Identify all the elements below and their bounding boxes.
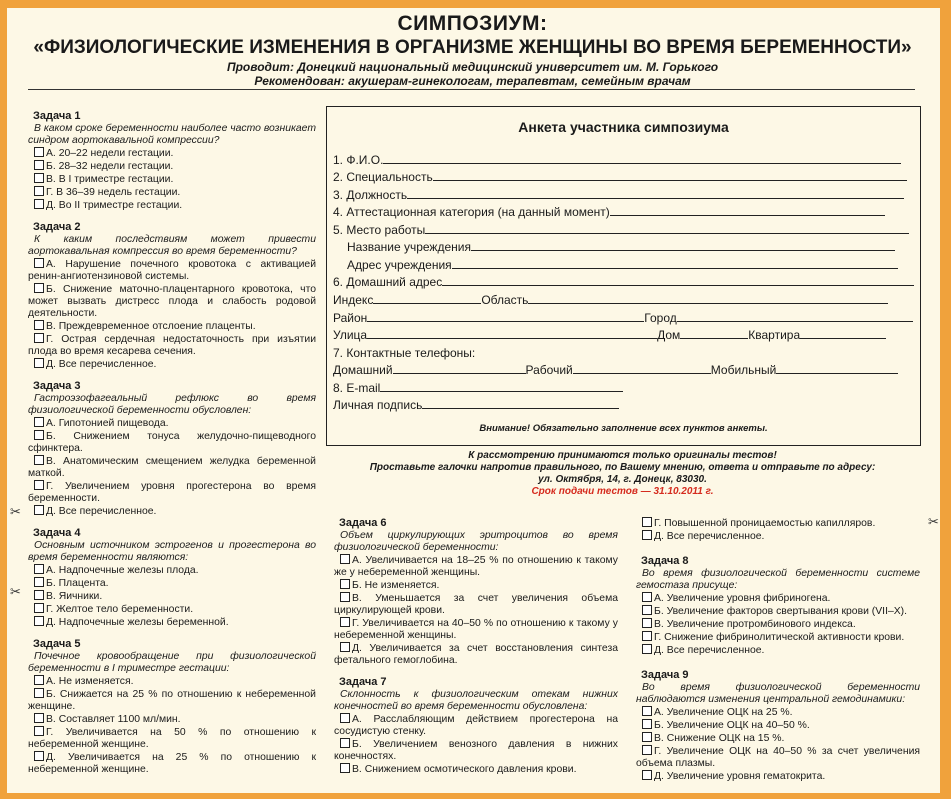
answer-checkbox[interactable] — [34, 726, 44, 736]
page-title: СИМПОЗИУМ: — [397, 12, 548, 35]
answer-checkbox[interactable] — [642, 745, 652, 755]
answer-option: Д. Увеличивается за счет восстановления синтеза фетального гемоглобина. — [334, 643, 618, 666]
answer-checkbox[interactable] — [642, 732, 652, 742]
answer-option: Б. Снижением тонуса желудочно-пищеводного сфинктера. — [28, 431, 316, 454]
answer-checkbox[interactable] — [34, 688, 44, 698]
answer-option: А. Гипотонией пищевода. — [28, 417, 316, 430]
answer-checkbox[interactable] — [34, 713, 44, 723]
task-4 — [28, 527, 316, 629]
recommended-line: Рекомендован: акушерам-гинекологам, терапевтам, семейным врачам — [254, 74, 691, 88]
answer-checkbox[interactable] — [34, 147, 44, 157]
task-title: Задача 3 — [33, 380, 81, 392]
field-street-house-apt[interactable]: Улица Дом Квартира — [333, 328, 886, 342]
answer-option: Б. Снижается на 25 % по отношению к небеременной женщине. — [28, 689, 316, 712]
answer-option: А. Надпочечные железы плода. — [28, 564, 316, 577]
task-question: Во время физиологической беременности наблюдаются изменения центральной гемодинамики: — [636, 682, 920, 705]
answer-option: А. 20–22 недели гестации. — [28, 147, 316, 160]
answer-option: Г. Желтое тело беременности. — [28, 603, 316, 616]
task-title: Задача 2 — [33, 221, 81, 233]
answer-option: В. Уменьшается за счет увеличения объема циркулирующей крови. — [334, 593, 618, 616]
answer-checkbox[interactable] — [34, 577, 44, 587]
task-9 — [636, 669, 920, 783]
deadline-text: Срок подачи тестов — 31.10.2011 г. — [531, 486, 714, 497]
answer-option: А. Увеличение ОЦК на 25 %. — [636, 706, 920, 719]
answer-option: Д. Надпочечные железы беременной. — [28, 616, 316, 629]
answer-checkbox[interactable] — [340, 713, 350, 723]
answer-checkbox[interactable] — [34, 283, 44, 293]
notice-line: К рассмотрению принимаются только оригиналы тестов! — [468, 450, 777, 461]
notice-address: ул. Октября, 14, г. Донецк, 83030. — [538, 474, 707, 485]
answer-checkbox[interactable] — [340, 554, 350, 564]
answer-checkbox[interactable] — [34, 186, 44, 196]
frame-top — [0, 0, 951, 8]
divider — [28, 89, 915, 90]
answer-checkbox[interactable] — [34, 564, 44, 574]
answer-option: В. Составляет 1100 мл/мин. — [28, 713, 316, 726]
answer-checkbox[interactable] — [340, 579, 350, 589]
answer-option: В. Преждевременное отслоение плаценты. — [28, 320, 316, 333]
answer-option: Д. Все перечисленное. — [636, 530, 920, 543]
field-email[interactable]: 8. E-mail — [333, 381, 623, 395]
answer-option: В. В I триместре гестации. — [28, 173, 316, 186]
task-title: Задача 5 — [33, 638, 81, 650]
answer-option: Д. Во II триместре гестации. — [28, 199, 316, 212]
task-title: Задача 6 — [339, 517, 387, 529]
answer-checkbox[interactable] — [642, 770, 652, 780]
field-home-address[interactable]: 6. Домашний адрес — [333, 275, 914, 289]
task-title: Задача 8 — [641, 555, 689, 567]
answer-checkbox[interactable] — [34, 616, 44, 626]
task-5 — [28, 638, 316, 776]
answer-checkbox[interactable] — [642, 618, 652, 628]
answer-option: Д. Увеличение уровня гематокрита. — [636, 770, 920, 783]
answer-checkbox[interactable] — [34, 675, 44, 685]
answer-checkbox[interactable] — [340, 738, 350, 748]
scissors-icon: ✂ — [10, 504, 21, 519]
form-note: Внимание! Обязательно заполнение всех пунктов анкеты. — [479, 423, 768, 434]
answer-checkbox[interactable] — [34, 505, 44, 515]
answer-checkbox[interactable] — [34, 173, 44, 183]
task-2 — [28, 221, 316, 371]
answer-checkbox[interactable] — [34, 603, 44, 613]
answer-option: В. Яичники. — [28, 590, 316, 603]
task-question: Почечное кровообращение при физиологической беременности в I триместре гестации: — [28, 651, 316, 674]
answer-checkbox[interactable] — [34, 430, 44, 440]
answer-checkbox[interactable] — [34, 320, 44, 330]
answer-option: Г. Увеличением уровня прогестерона во время беременности. — [28, 481, 316, 504]
submission-notice — [326, 450, 919, 498]
scissors-icon: ✂ — [928, 514, 939, 529]
answer-option: В. Анатомическим смещением желудка беременной маткой. — [28, 456, 316, 479]
task-question: В каком сроке беременности наиболее часто возникает синдром аортокавальной компрессии? — [28, 123, 316, 146]
field-position[interactable]: 3. Должность — [333, 188, 904, 202]
answer-option: В. Увеличение протромбинового индекса. — [636, 618, 920, 631]
answer-option: А. Расслабляющим действием прогестерона на сосудистую стенку. — [334, 714, 618, 737]
answer-checkbox[interactable] — [340, 763, 350, 773]
task-title: Задача 9 — [641, 669, 689, 681]
participant-form — [326, 106, 921, 446]
answer-option: Г. Острая сердечная недостаточность при изъятии плода во время кесарева сечения. — [28, 334, 316, 357]
field-workplace[interactable]: 5. Место работы — [333, 223, 909, 237]
task-title: Задача 4 — [33, 527, 81, 539]
task-question: Основным источником эстрогенов и прогестерона во время беременности являются: — [28, 540, 316, 563]
answer-checkbox[interactable] — [642, 631, 652, 641]
answer-option: Г. В 36–39 недель гестации. — [28, 186, 316, 199]
field-phones[interactable]: Домашний Рабочий Мобильный — [333, 363, 898, 377]
answer-checkbox[interactable] — [340, 592, 350, 602]
answer-checkbox[interactable] — [642, 530, 652, 540]
task-question: Во время физиологической беременности системе гемостаза присуще: — [636, 568, 920, 591]
answer-option: Б. Плацента. — [28, 577, 316, 590]
tasks-middle-column — [334, 517, 618, 785]
answer-option: Б. 28–32 недели гестации. — [28, 160, 316, 173]
answer-option: В. Снижением осмотического давления крови. — [334, 763, 618, 776]
task-7-continued — [636, 517, 920, 543]
field-specialty[interactable]: 2. Специальность — [333, 170, 907, 184]
answer-option: Б. Снижение маточно-плацентарного кровотока, что может вызвать дистресс плода и слабость родовой деятельности. — [28, 284, 316, 319]
answer-checkbox[interactable] — [642, 719, 652, 729]
answer-checkbox[interactable] — [34, 199, 44, 209]
frame-right — [940, 0, 951, 799]
answer-option: А. Увеличение уровня фибриногена. — [636, 592, 920, 605]
answer-checkbox[interactable] — [642, 592, 652, 602]
answer-checkbox[interactable] — [34, 358, 44, 368]
answer-checkbox[interactable] — [34, 590, 44, 600]
answer-option: В. Снижение ОЦК на 15 %. — [636, 732, 920, 745]
task-6 — [334, 517, 618, 667]
header — [10, 12, 935, 88]
answer-checkbox[interactable] — [642, 517, 652, 527]
frame-left — [0, 0, 7, 799]
answer-option: Д. Все перечисленное. — [28, 358, 316, 371]
answer-option: А. Увеличивается на 18–25 % по отношению к такому же у небеременной женщины. — [334, 555, 618, 578]
answer-option: Д. Все перечисленное. — [636, 644, 920, 657]
answer-option: А. Нарушение почечного кровотока с активацией ренин-ангиотензиновой системы. — [28, 259, 316, 282]
answer-option: Б. Не изменяется. — [334, 579, 618, 592]
task-question: Объем циркулирующих эритроцитов во время физиологической беременности: — [334, 530, 618, 553]
answer-option: Б. Увеличение ОЦК на 40–50 %. — [636, 719, 920, 732]
answer-option: Г. Снижение фибринолитической активности крови. — [636, 631, 920, 644]
answer-checkbox[interactable] — [34, 751, 44, 761]
answer-checkbox[interactable] — [34, 333, 44, 343]
answer-checkbox[interactable] — [340, 617, 350, 627]
scissors-icon: ✂ — [10, 584, 21, 599]
field-district-city[interactable]: Район Город — [333, 311, 913, 325]
task-3 — [28, 380, 316, 518]
task-question: Гастроэзофагеальный рефлюкс во время физиологической беременности обусловлен: — [28, 393, 316, 416]
field-institution-name[interactable]: Название учреждения — [347, 240, 895, 254]
task-1 — [28, 110, 316, 212]
field-category[interactable]: 4. Аттестационная категория (на данный момент) — [333, 205, 885, 219]
task-title: Задача 1 — [33, 110, 81, 122]
answer-option: Б. Увеличением венозного давления в нижних конечностях. — [334, 739, 618, 762]
answer-checkbox[interactable] — [34, 417, 44, 427]
symposium-title: «ФИЗИОЛОГИЧЕСКИЕ ИЗМЕНЕНИЯ В ОРГАНИЗМЕ ЖЕНЩИНЫ ВО ВРЕМЯ БЕРЕМЕННОСТИ» — [33, 37, 912, 58]
answer-checkbox[interactable] — [34, 480, 44, 490]
answer-option: Д. Увеличивается на 25 % по отношению к небеременной женщине. — [28, 752, 316, 775]
answer-checkbox[interactable] — [34, 258, 44, 268]
tasks-right-column — [636, 517, 920, 792]
answer-checkbox[interactable] — [642, 605, 652, 615]
field-signature[interactable]: Личная подпись — [333, 398, 619, 412]
answer-option: Г. Повышенной проницаемостью капилляров. — [636, 517, 920, 530]
answer-option: Г. Увеличивается на 40–50 % по отношению к такому у небеременной женщины. — [334, 618, 618, 641]
task-7 — [334, 676, 618, 776]
answer-checkbox[interactable] — [34, 455, 44, 465]
answer-checkbox[interactable] — [642, 644, 652, 654]
task-8 — [636, 555, 920, 657]
field-index-region[interactable]: Индекс Область — [333, 293, 888, 307]
answer-checkbox[interactable] — [642, 706, 652, 716]
task-question: К каким последствиям может привести аортокавальная компрессия во время беременности? — [28, 234, 316, 257]
frame-bottom — [0, 793, 951, 799]
answer-option: Б. Увеличение факторов свертывания крови (VII–X). — [636, 605, 920, 618]
answer-option: Г. Увеличивается на 50 % по отношению к небеременной женщине. — [28, 727, 316, 750]
field-name[interactable]: 1. Ф.И.О. — [333, 153, 901, 167]
answer-option: А. Не изменяется. — [28, 675, 316, 688]
field-phones-label: 7. Контактные телефоны: — [333, 346, 476, 360]
conducted-line: Проводит: Донецкий национальный медицинский университет им. М. Горького — [226, 60, 719, 74]
form-title: Анкета участника симпозиума — [518, 119, 729, 135]
answer-option: Д. Все перечисленное. — [28, 505, 316, 518]
tasks-left-column — [28, 110, 316, 785]
answer-option: Г. Увеличение ОЦК на 40–50 % за счет увеличения объема плазмы. — [636, 746, 920, 769]
answer-checkbox[interactable] — [340, 642, 350, 652]
field-institution-address[interactable]: Адрес учреждения — [347, 258, 898, 272]
answer-checkbox[interactable] — [34, 160, 44, 170]
task-question: Склонность к физиологическим отекам нижних конечностей во время беременности обусловлена: — [334, 689, 618, 712]
task-title: Задача 7 — [339, 676, 387, 688]
notice-line: Проставьте галочки напротив правильного, по Вашему мнению, ответа и отправьте по адресу: — [369, 462, 876, 473]
